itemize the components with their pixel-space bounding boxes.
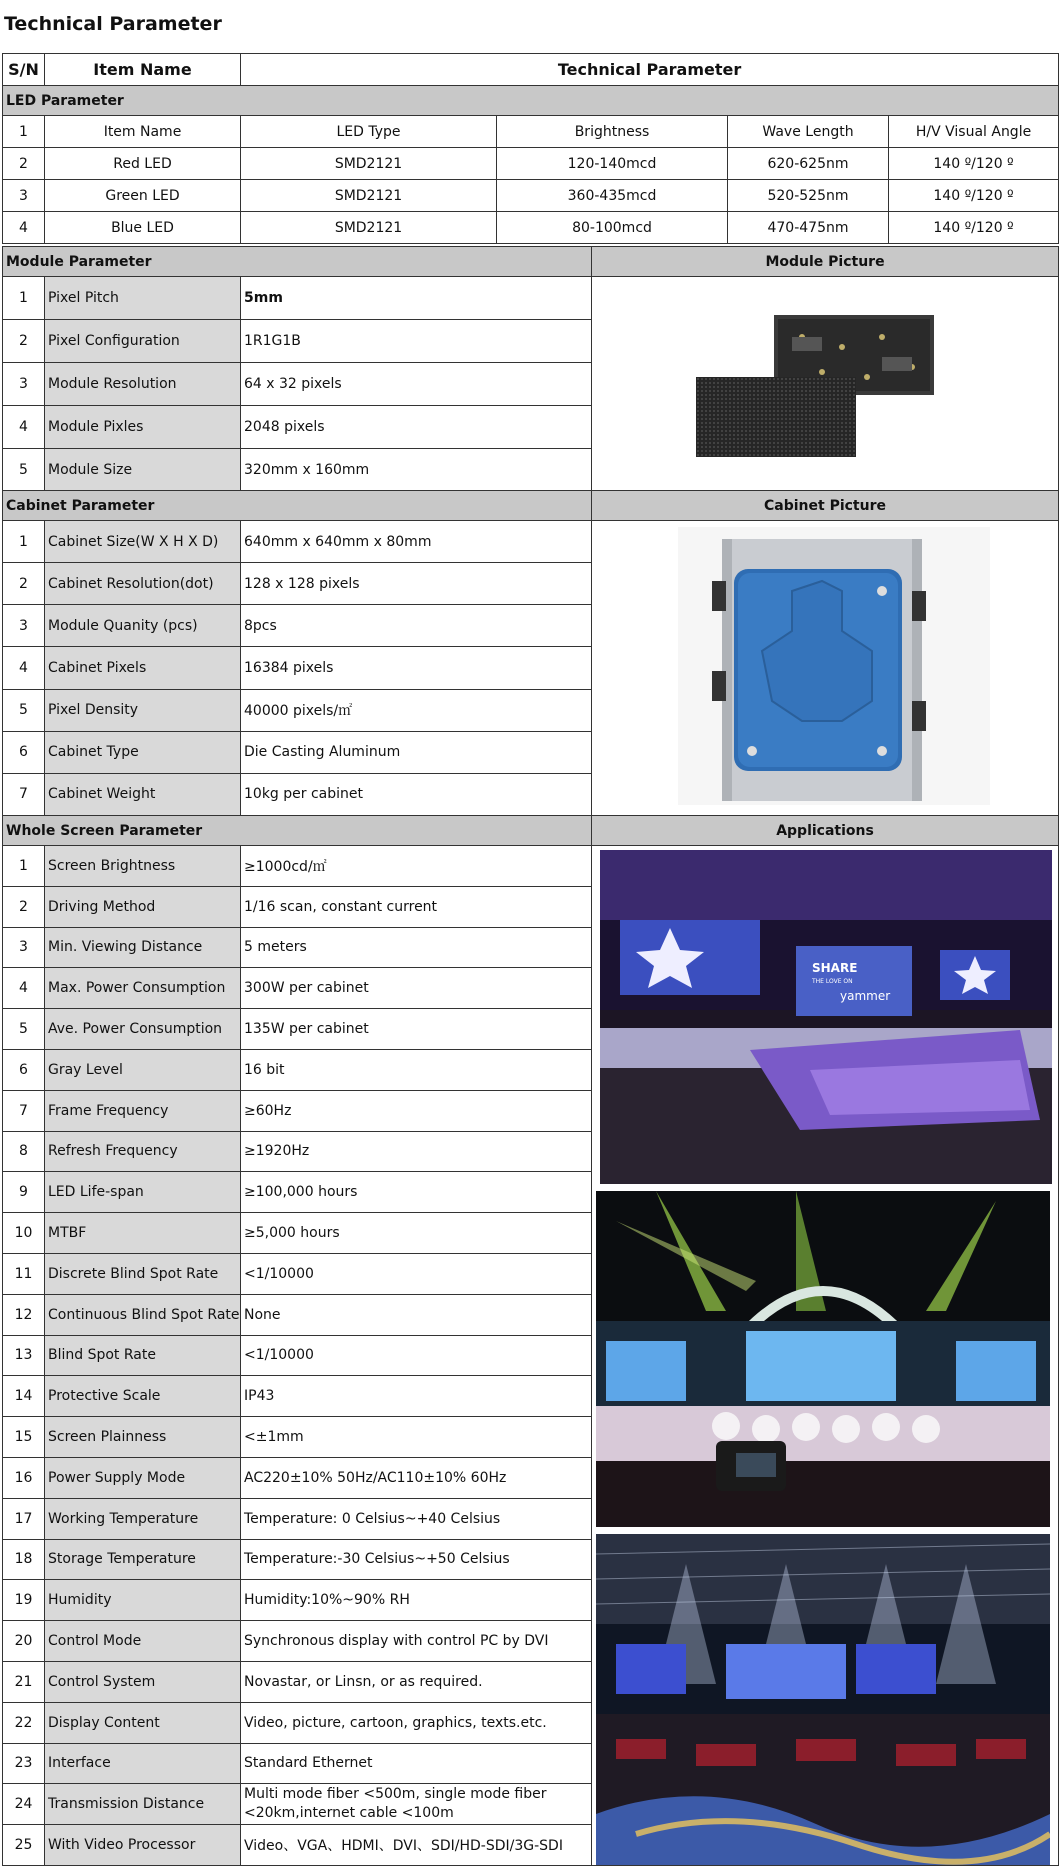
- module-sn: 5: [3, 449, 45, 492]
- screen-value: ≥100,000 hours: [241, 1172, 592, 1213]
- section-header-led: [3, 86, 1059, 116]
- led-type: SMD2121: [241, 148, 497, 180]
- screen-sn: 2: [3, 886, 45, 927]
- screen-value: Video, picture, cartoon, graphics, texts.etc.: [241, 1702, 592, 1743]
- led-sn: 3: [3, 180, 45, 212]
- led-wave-length: 470-475nm: [728, 212, 889, 244]
- screen-item-name: Max. Power Consumption: [45, 968, 241, 1009]
- application-photo-concert: [596, 1191, 1050, 1527]
- screen-sn: 17: [3, 1498, 45, 1539]
- cabinet-value: 640mm x 640mm x 80mm: [241, 521, 592, 563]
- cabinet-sn: 6: [3, 731, 45, 773]
- screen-value: Humidity:10%~90% RH: [241, 1580, 592, 1621]
- module-value: 1R1G1B: [241, 320, 592, 363]
- screen-value: 16 bit: [241, 1049, 592, 1090]
- led-name: Green LED: [45, 180, 241, 212]
- module-item-name: Module Resolution: [45, 363, 241, 406]
- screen-sn: 5: [3, 1009, 45, 1050]
- screen-item-name: Power Supply Mode: [45, 1457, 241, 1498]
- cabinet-section-title: Cabinet Parameter: [3, 491, 592, 521]
- screen-value: AC220±10% 50Hz/AC110±10% 60Hz: [241, 1457, 592, 1498]
- screen-sn: 23: [3, 1743, 45, 1784]
- screen-sn: 4: [3, 968, 45, 1009]
- screen-sn: 12: [3, 1294, 45, 1335]
- screen-text-love: THE LOVE ON: [812, 978, 853, 985]
- section-header-module: [3, 247, 1059, 277]
- led-col-led-type: LED Type: [241, 116, 497, 148]
- cabinet-sn: 7: [3, 773, 45, 815]
- screen-sn: 19: [3, 1580, 45, 1621]
- screen-sn: 6: [3, 1049, 45, 1090]
- screen-sn: 14: [3, 1376, 45, 1417]
- screen-value: 300W per cabinet: [241, 968, 592, 1009]
- module-sn: 4: [3, 406, 45, 449]
- screen-value: None: [241, 1294, 592, 1335]
- led-brightness: 80-100mcd: [497, 212, 728, 244]
- module-row: [3, 277, 1059, 320]
- screen-item-name: Storage Temperature: [45, 1539, 241, 1580]
- led-row-sn: 1: [3, 116, 45, 148]
- screen-value: 1/16 scan, constant current: [241, 886, 592, 927]
- screen-item-name: Gray Level: [45, 1049, 241, 1090]
- cabinet-item-name: Cabinet Resolution(dot): [45, 563, 241, 605]
- application-photo-stage: [600, 850, 1052, 1184]
- cabinet-value: 40000 pixels/㎡: [241, 689, 592, 731]
- module-sn: 1: [3, 277, 45, 320]
- module-value: 5mm: [241, 277, 592, 320]
- cabinet-value: 8pcs: [241, 605, 592, 647]
- module-value: 64 x 32 pixels: [241, 363, 592, 406]
- cabinet-sn: 4: [3, 647, 45, 689]
- screen-item-name: Transmission Distance: [45, 1784, 241, 1825]
- led-visual-angle: 140 º/120 º: [889, 212, 1059, 244]
- module-sn: 3: [3, 363, 45, 406]
- screen-sn: 1: [3, 846, 45, 887]
- module-value: 320mm x 160mm: [241, 449, 592, 492]
- led-row: [3, 148, 1059, 180]
- led-col-visual-angle: H/V Visual Angle: [889, 116, 1059, 148]
- led-visual-angle: 140 º/120 º: [889, 180, 1059, 212]
- screen-row: [3, 846, 1059, 887]
- screen-value: Multi mode fiber <500m, single mode fiber <20km,internet cable <100m: [241, 1784, 592, 1825]
- cabinet-value: 128 x 128 pixels: [241, 563, 592, 605]
- led-brightness: 360-435mcd: [497, 180, 728, 212]
- screen-sn: 25: [3, 1825, 45, 1866]
- screen-sn: 11: [3, 1253, 45, 1294]
- led-visual-angle: 140 º/120 º: [889, 148, 1059, 180]
- screen-item-name: Humidity: [45, 1580, 241, 1621]
- screen-item-name: Discrete Blind Spot Rate: [45, 1253, 241, 1294]
- screen-sn: 10: [3, 1213, 45, 1254]
- led-col-wave-length: Wave Length: [728, 116, 889, 148]
- screen-sn: 21: [3, 1661, 45, 1702]
- module-item-name: Module Pixles: [45, 406, 241, 449]
- cabinet-sn: 2: [3, 563, 45, 605]
- led-section-title: LED Parameter: [3, 86, 1059, 116]
- screen-item-name: MTBF: [45, 1213, 241, 1254]
- screen-value: Standard Ethernet: [241, 1743, 592, 1784]
- screen-value: ≥60Hz: [241, 1090, 592, 1131]
- header-item-name: Item Name: [45, 54, 241, 86]
- screen-value: ≥5,000 hours: [241, 1213, 592, 1254]
- screen-item-name: Interface: [45, 1743, 241, 1784]
- led-col-item-name: Item Name: [45, 116, 241, 148]
- screen-item-name: Min. Viewing Distance: [45, 927, 241, 968]
- section-header-cabinet: [3, 491, 1059, 521]
- screen-item-name: Refresh Frequency: [45, 1131, 241, 1172]
- screen-sn: 22: [3, 1702, 45, 1743]
- led-type: SMD2121: [241, 180, 497, 212]
- led-name: Red LED: [45, 148, 241, 180]
- screen-sn: 24: [3, 1784, 45, 1825]
- screen-item-name: Control Mode: [45, 1621, 241, 1662]
- led-wave-length: 620-625nm: [728, 148, 889, 180]
- screen-sn: 18: [3, 1539, 45, 1580]
- led-columns-row: [3, 116, 1059, 148]
- cabinet-sn: 5: [3, 689, 45, 731]
- cabinet-picture-cell: [592, 521, 1059, 816]
- cabinet-row: [3, 521, 1059, 563]
- cabinet-item-name: Cabinet Pixels: [45, 647, 241, 689]
- application-photo-banquet: [596, 1534, 1050, 1866]
- screen-value: ≥1920Hz: [241, 1131, 592, 1172]
- led-type: SMD2121: [241, 212, 497, 244]
- led-name: Blue LED: [45, 212, 241, 244]
- screen-sn: 8: [3, 1131, 45, 1172]
- screen-value: Video、VGA、HDMI、DVI、SDI/HD-SDI/3G-SDI: [241, 1825, 592, 1866]
- led-sn: 4: [3, 212, 45, 244]
- screen-sn: 20: [3, 1621, 45, 1662]
- screen-item-name: LED Life-span: [45, 1172, 241, 1213]
- module-item-name: Module Size: [45, 449, 241, 492]
- screen-item-name: Screen Plainness: [45, 1417, 241, 1458]
- screen-value: Novastar, or Linsn, or as required.: [241, 1661, 592, 1702]
- screen-text-share: SHARE: [812, 961, 858, 975]
- screen-value: <±1mm: [241, 1417, 592, 1458]
- cabinet-picture: [592, 521, 1058, 811]
- screen-sn: 9: [3, 1172, 45, 1213]
- cabinet-item-name: Cabinet Size(W X H X D): [45, 521, 241, 563]
- cabinet-value: 10kg per cabinet: [241, 773, 592, 815]
- cabinet-sn: 1: [3, 521, 45, 563]
- header-technical-parameter: Technical Parameter: [241, 54, 1059, 86]
- screen-sn: 7: [3, 1090, 45, 1131]
- screen-value: <1/10000: [241, 1335, 592, 1376]
- screen-sn: 16: [3, 1457, 45, 1498]
- screen-text-yammer: yammer: [840, 989, 891, 1003]
- led-brightness: 120-140mcd: [497, 148, 728, 180]
- screen-value: Temperature: 0 Celsius~+40 Celsius: [241, 1498, 592, 1539]
- cabinet-item-name: Cabinet Weight: [45, 773, 241, 815]
- led-row: [3, 212, 1059, 244]
- table-header-row: [3, 54, 1059, 86]
- section-header-whole-screen: [3, 816, 1059, 846]
- screen-value: ≥1000cd/㎡: [241, 846, 592, 887]
- screen-value: <1/10000: [241, 1253, 592, 1294]
- screen-item-name: Working Temperature: [45, 1498, 241, 1539]
- module-sn: 2: [3, 320, 45, 363]
- screen-item-name: With Video Processor: [45, 1825, 241, 1866]
- led-sn: 2: [3, 148, 45, 180]
- cabinet-value: Die Casting Aluminum: [241, 731, 592, 773]
- screen-item-name: Control System: [45, 1661, 241, 1702]
- cabinet-parameter-table: [2, 490, 1059, 816]
- screen-sn: 13: [3, 1335, 45, 1376]
- document-title: Technical Parameter: [4, 13, 222, 35]
- screen-item-name: Driving Method: [45, 886, 241, 927]
- screen-value: 5 meters: [241, 927, 592, 968]
- screen-item-name: Display Content: [45, 1702, 241, 1743]
- screen-section-title: Whole Screen Parameter: [3, 816, 592, 846]
- screen-item-name: Frame Frequency: [45, 1090, 241, 1131]
- screen-item-name: Protective Scale: [45, 1376, 241, 1417]
- screen-sn: 15: [3, 1417, 45, 1458]
- cabinet-item-name: Cabinet Type: [45, 731, 241, 773]
- module-value: 2048 pixels: [241, 406, 592, 449]
- led-wave-length: 520-525nm: [728, 180, 889, 212]
- module-item-name: Pixel Pitch: [45, 277, 241, 320]
- screen-item-name: Screen Brightness: [45, 846, 241, 887]
- screen-item-name: Blind Spot Rate: [45, 1335, 241, 1376]
- cabinet-item-name: Pixel Density: [45, 689, 241, 731]
- cabinet-sn: 3: [3, 605, 45, 647]
- cabinet-value: 16384 pixels: [241, 647, 592, 689]
- module-item-name: Pixel Configuration: [45, 320, 241, 363]
- module-parameter-table: [2, 246, 1059, 492]
- screen-value: 135W per cabinet: [241, 1009, 592, 1050]
- module-section-title: Module Parameter: [3, 247, 592, 277]
- cabinet-item-name: Module Quanity (pcs): [45, 605, 241, 647]
- header-sn: S/N: [3, 54, 45, 86]
- led-row: [3, 180, 1059, 212]
- cabinet-picture-label: Cabinet Picture: [592, 491, 1059, 521]
- whole-screen-parameter-table: [2, 815, 1059, 1866]
- screen-item-name: Ave. Power Consumption: [45, 1009, 241, 1050]
- screen-sn: 3: [3, 927, 45, 968]
- module-picture-cell: [592, 277, 1059, 492]
- module-picture-label: Module Picture: [592, 247, 1059, 277]
- screen-value: Synchronous display with control PC by DVI: [241, 1621, 592, 1662]
- applications-label: Applications: [592, 816, 1059, 846]
- led-col-brightness: Brightness: [497, 116, 728, 148]
- screen-value: Temperature:-30 Celsius~+50 Celsius: [241, 1539, 592, 1580]
- led-parameter-table: [2, 53, 1059, 244]
- screen-value: IP43: [241, 1376, 592, 1417]
- screen-item-name: Continuous Blind Spot Rate: [45, 1294, 241, 1335]
- module-picture: [592, 277, 1058, 487]
- screen-picture-cell: [592, 846, 1059, 1866]
